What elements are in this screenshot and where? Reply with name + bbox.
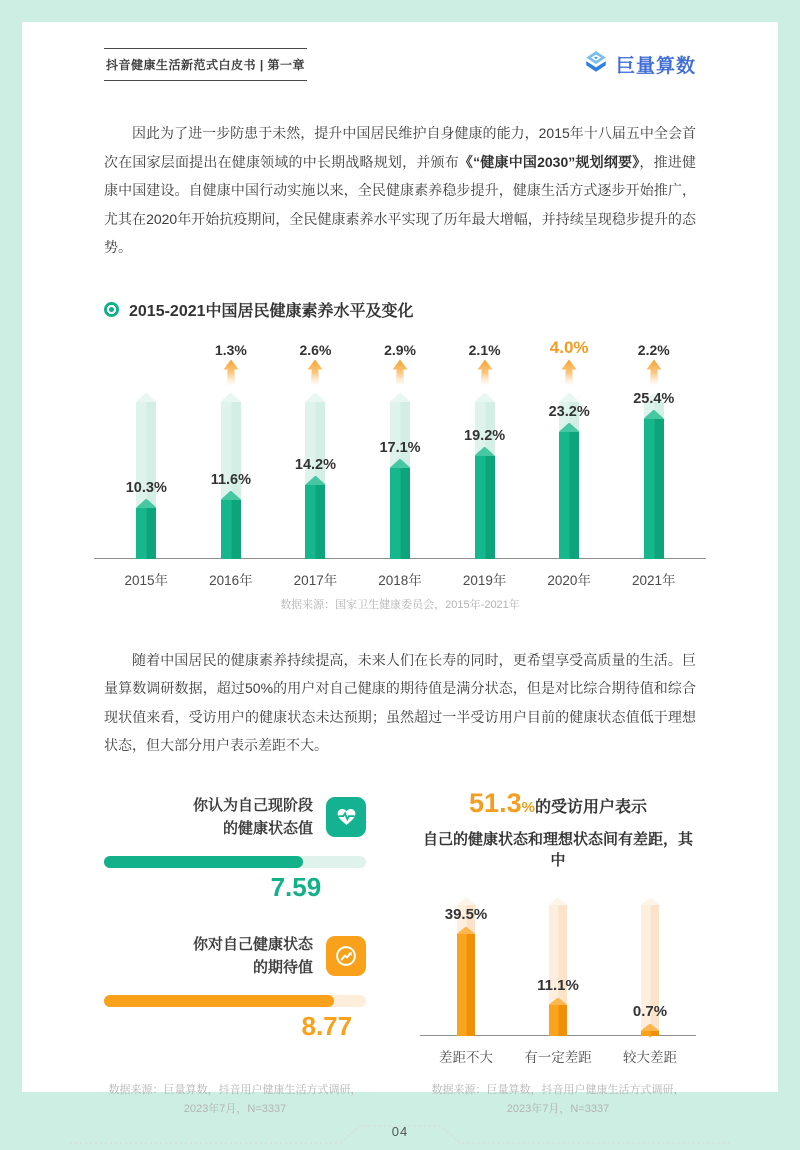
chart2-column (512, 884, 604, 1063)
bar-pillar-area (358, 391, 443, 559)
source-line1: 数据来源：巨量算数，抖音用户健康生活方式调研， (431, 1083, 685, 1096)
chart1-column (273, 331, 358, 586)
source-line2: 2023年7月，N=3337 (183, 1103, 287, 1116)
gauge-bar-track (104, 856, 366, 868)
gauges-panel (104, 788, 366, 1063)
document-title: 抖音健康生活新范式白皮书 | 第一章 (104, 48, 307, 81)
chart2-columns (420, 884, 696, 1063)
page-header (104, 48, 696, 81)
change-indicator (550, 331, 589, 387)
expected-health-gauge (104, 933, 366, 1042)
gauge-label-line1: 你认为自己现阶段 (192, 796, 313, 814)
source-line2: 2023年7月，N=3337 (506, 1103, 610, 1116)
bar-pillar-area (104, 391, 189, 559)
bar-fill (641, 1024, 659, 1036)
brand-logo (583, 49, 696, 80)
change-indicator (384, 331, 416, 387)
change-label: 2.1% (468, 341, 501, 358)
bar-fill (475, 447, 495, 559)
bar-category-label: 有一定差距 (524, 1049, 592, 1065)
change-label: 2.2% (637, 341, 670, 358)
gauge-bar-track (104, 995, 366, 1007)
p1-bold-policy-name: 《“健康中国2030”规划纲要》 (458, 153, 640, 170)
chart1-columns (104, 331, 696, 586)
bar-pillar-area (512, 884, 604, 1036)
bar-value-label: 14.2% (294, 456, 336, 473)
bar-pillar-area (273, 391, 358, 559)
bar-pillar-area (420, 884, 512, 1036)
chart1-column (611, 331, 696, 586)
chart1-source: 数据来源：国家卫生健康委员会，2015年-2021年 (280, 598, 520, 611)
chart1-column (189, 331, 274, 586)
bar-value-label: 19.2% (464, 427, 506, 444)
gap-chart-source (420, 1081, 696, 1121)
change-label: 2.6% (299, 341, 332, 358)
bar-value-label: 11.1% (537, 976, 579, 994)
bar-category-label: 2016年 (209, 572, 253, 588)
section-bullet-icon (104, 302, 119, 317)
change-indicator (215, 331, 247, 387)
bar-pillar-area (442, 391, 527, 559)
gauge-bar-fill (104, 995, 334, 1007)
gauges-source (104, 1081, 366, 1121)
bar-fill (136, 499, 156, 559)
gap-chart-panel (420, 788, 696, 1063)
bar-value-label: 25.4% (633, 390, 675, 407)
brand-diamond-icon (583, 49, 609, 80)
gauge-value-wrap (104, 872, 321, 903)
bar-value-label: 39.5% (444, 905, 488, 923)
up-arrow-icon (560, 359, 578, 387)
gauge-label-line1: 你对自己健康状态 (192, 935, 313, 953)
bar-category-label: 较大差距 (623, 1049, 677, 1065)
bar-fill (221, 491, 241, 559)
brand-name: 巨量算数 (615, 56, 696, 77)
bar-value-label: 10.3% (125, 479, 167, 496)
health-literacy-chart (104, 331, 696, 586)
page-number: 04 (391, 1124, 409, 1140)
bar-value-label: 17.1% (379, 439, 421, 456)
change-label: 2.9% (384, 341, 416, 358)
change-indicator (638, 331, 670, 387)
page-content (22, 81, 778, 1120)
bar-fill (644, 410, 664, 559)
gauge-value: 8.77 (301, 1010, 353, 1041)
up-arrow-icon (391, 359, 409, 387)
headline-percent-number: 51.3 (469, 787, 522, 818)
bar-pillar-area (527, 391, 612, 559)
change-indicator (299, 331, 331, 387)
up-arrow-icon (306, 359, 324, 387)
bar-fill (549, 998, 567, 1036)
bar-fill (559, 423, 579, 559)
chart1-column (104, 331, 189, 586)
bar-category-label: 2015年 (124, 572, 169, 588)
gauge-label-line2: 的健康状态值 (222, 819, 313, 837)
gauge-bar-fill (104, 856, 303, 868)
bar-pillar-area (189, 391, 274, 559)
change-indicator (469, 331, 501, 387)
bar-category-label: 2018年 (378, 572, 422, 588)
page-footer (68, 1120, 732, 1150)
up-arrow-icon (645, 359, 663, 387)
sources-row (104, 1081, 696, 1121)
bar-category-label: 2020年 (547, 572, 591, 588)
chart1-column (358, 331, 443, 586)
gauge-label-line2: 的期待值 (252, 958, 313, 976)
bar-value-label: 0.7% (632, 1002, 668, 1020)
up-arrow-icon (222, 359, 240, 387)
p1-text-before: 因此为了进一步防患于未然，提升中国居民维护自身健康的能力，2015年十八届五中全会首次在国家层面提出在健康领域的中长期战略规划，并颁布 (104, 125, 696, 170)
intro-paragraph-2: 随着中国居民的健康素养持续提高，未来人们在长寿的同时，更希望享受高质量的生活。巨量算数调研数据，超过50%的用户对自己健康的期待值是满分状态，但是对比综合期待值和综合现状值来看，受访用户的健康状态未达预期；虽然超过一半受访用户目前的健康状态值低于理想状态，但大部分用户表示差距不大。 (104, 651, 696, 753)
change-label: 4.0% (549, 337, 589, 357)
bar-category-label: 差距不大 (439, 1049, 493, 1065)
bar-category-label: 2017年 (293, 572, 338, 588)
intro-paragraph-1 (104, 119, 696, 262)
bar-fill (390, 459, 410, 559)
headline-rest-text: 的受访用户表示 (534, 798, 647, 816)
p1-text-after: ，推进健康中国建设。自健康中国行动实施以来，全民健康素养稳步提升，健康生活方式逐步开始推广，尤其在2020年开始抗疫期间，全民健康素养水平实现了历年最大增幅，并持续呈现稳步提升的态势。 (104, 153, 696, 255)
bar-pillar-area (604, 884, 696, 1036)
chart1-column (527, 331, 612, 586)
gap-chart-headline (420, 788, 696, 823)
source-line1: 数据来源：巨量算数，抖音用户健康生活方式调研， (108, 1083, 362, 1096)
up-arrow-icon (476, 359, 494, 387)
gauge-label (193, 794, 313, 840)
trend-up-icon (326, 936, 366, 976)
gap-chart (420, 884, 696, 1063)
gap-chart-subtitle: 自己的健康状态和理想状态间有差距，其中 (422, 830, 693, 869)
heartbeat-icon (326, 797, 366, 837)
whitepaper-page (22, 22, 778, 1140)
bar-fill (457, 927, 475, 1036)
survey-section (104, 788, 696, 1063)
bar-value-label: 23.2% (548, 403, 590, 420)
change-label: 1.3% (214, 341, 247, 358)
gauge-value: 7.59 (270, 871, 322, 902)
bar-category-label: 2019年 (462, 572, 507, 588)
chart2-column (420, 884, 512, 1063)
bar-pillar-area (611, 391, 696, 559)
chart1-title-row (104, 298, 696, 321)
headline-percent-sign: % (521, 798, 535, 816)
gauge-value-wrap (104, 1011, 352, 1042)
current-health-gauge (104, 794, 366, 903)
gauge-label (193, 933, 313, 979)
bar-category-label: 2021年 (631, 572, 676, 588)
chart1-title: 2015-2021中国居民健康素养水平及变化 (129, 302, 414, 320)
chart2-column (604, 884, 696, 1063)
bar-value-label: 11.6% (210, 471, 252, 488)
chart1-column (442, 331, 527, 586)
bar-fill (305, 476, 325, 559)
